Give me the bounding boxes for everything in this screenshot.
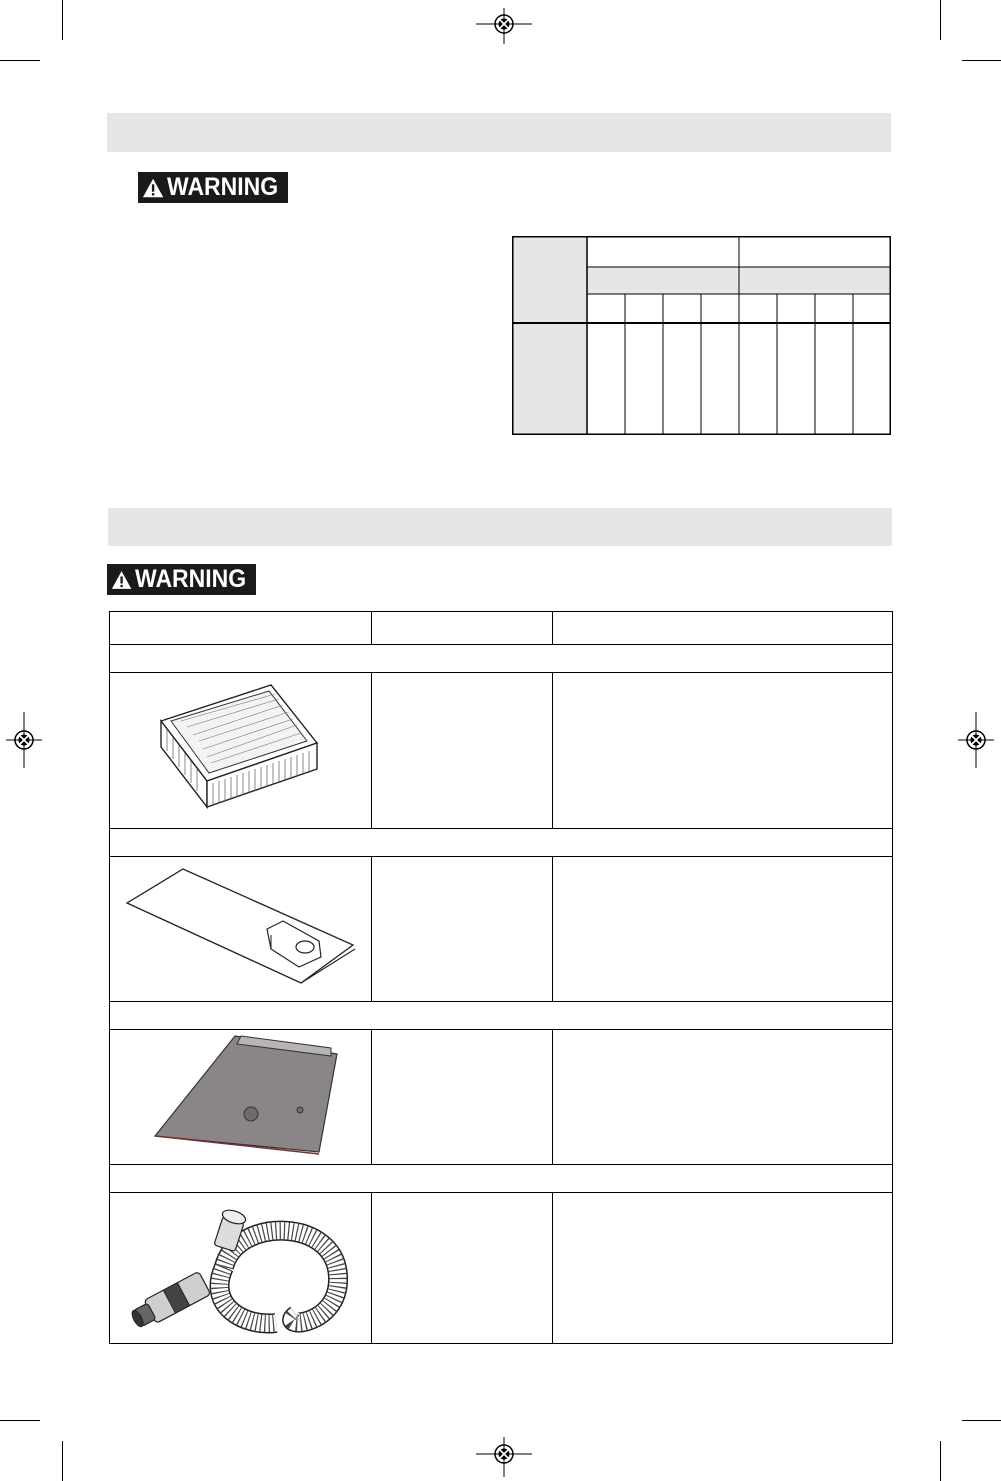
crop-mark: [0, 60, 40, 61]
crop-mark: [940, 1441, 941, 1481]
category-row: [110, 1002, 893, 1030]
warning-text: WARNING: [167, 173, 279, 201]
accessory-table: [109, 611, 893, 1344]
warning-label: [107, 564, 256, 595]
warning-triangle-icon: [142, 177, 164, 199]
table-header-row: [110, 612, 893, 645]
description-cell: [372, 1193, 553, 1344]
hepa-filter-image: [110, 673, 372, 829]
disposal-bag-image: [110, 1030, 372, 1165]
section-header-bar: [107, 113, 891, 152]
category-row: [110, 1165, 893, 1193]
category-label: [110, 829, 893, 857]
crop-mark: [62, 1441, 63, 1481]
warning-triangle-icon: [111, 569, 132, 591]
table-header-cell: [553, 612, 893, 645]
table-row: [110, 673, 893, 829]
table-row: [110, 1030, 893, 1165]
notes-cell: [553, 1193, 893, 1344]
table-header-cell: [372, 612, 553, 645]
registration-mark-icon: [6, 712, 42, 768]
category-label: [110, 1165, 893, 1193]
crop-mark: [62, 0, 63, 40]
table-header-cell: [110, 612, 372, 645]
notes-cell: [553, 673, 893, 829]
warning-label: [138, 172, 288, 203]
section-header-bar: [108, 508, 892, 546]
description-cell: [372, 673, 553, 829]
category-row: [110, 829, 893, 857]
crop-mark: [0, 1420, 40, 1421]
suction-hose-image: [110, 1193, 372, 1344]
table-row: [110, 857, 893, 1002]
category-label: [110, 645, 893, 673]
registration-mark-icon: [476, 1437, 532, 1477]
notes-cell: [553, 857, 893, 1002]
description-cell: [372, 1030, 553, 1165]
filter-bag-image: [110, 857, 372, 1002]
category-label: [110, 1002, 893, 1030]
description-cell: [372, 857, 553, 1002]
registration-mark-icon: [476, 8, 532, 44]
spec-table: [512, 236, 891, 435]
registration-mark-icon: [958, 712, 994, 768]
table-row: [110, 1193, 893, 1344]
notes-cell: [553, 1030, 893, 1165]
crop-mark: [962, 1420, 1001, 1421]
category-row: [110, 645, 893, 673]
crop-mark: [940, 0, 941, 40]
crop-mark: [962, 60, 1001, 61]
warning-text: WARNING: [135, 565, 247, 593]
